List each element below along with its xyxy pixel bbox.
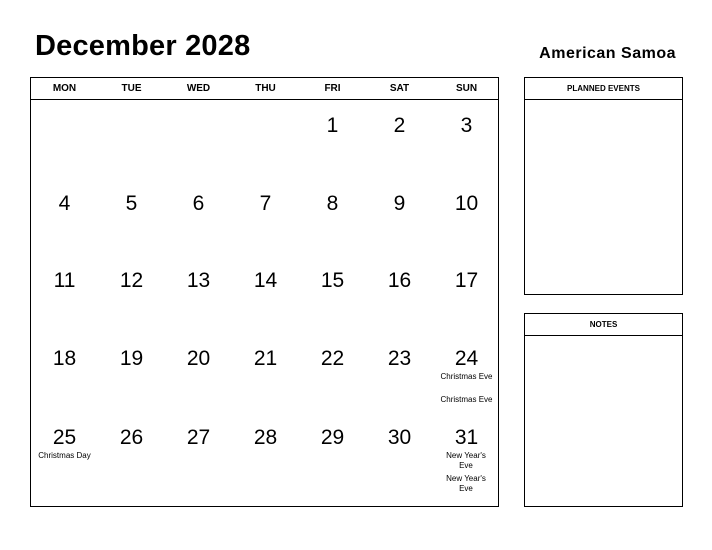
day-cell[interactable] [299,269,366,347]
day-cell[interactable] [299,192,366,270]
weekday-fri: FRI [324,83,341,94]
day-cell[interactable] [433,114,500,192]
day-cell[interactable] [31,192,98,270]
day-cell[interactable] [98,426,165,504]
day-number: 17 [454,269,479,292]
day-cell[interactable] [433,347,500,425]
weekday-mon: MON [52,83,77,94]
day-cell[interactable] [98,269,165,347]
weekday-wed: WED [186,83,211,94]
weekday-tue: TUE [121,83,142,94]
day-cell[interactable] [433,269,500,347]
day-cell[interactable] [232,347,299,425]
day-number: 16 [387,269,412,292]
holiday-label: New Year's Eve [446,451,486,470]
weekday-header-row [31,78,498,100]
day-number: 12 [119,269,144,292]
day-cell[interactable] [366,426,433,504]
planned-events-title: PLANNED EVENTS [525,78,682,100]
day-cell[interactable] [299,114,366,192]
region-label: American Samoa [539,45,676,62]
day-number: 1 [326,114,339,137]
day-number: 28 [253,426,278,449]
weekday-thu: THU [255,83,276,94]
day-number: 3 [460,114,473,137]
day-number: 27 [186,426,211,449]
day-number: 18 [52,347,77,370]
day-cell[interactable] [366,347,433,425]
day-number: 6 [192,192,205,215]
day-number: 4 [58,192,71,215]
day-cell[interactable] [366,192,433,270]
day-cell[interactable] [165,269,232,347]
day-cell[interactable] [366,269,433,347]
day-number: 7 [259,192,272,215]
day-cell[interactable] [165,192,232,270]
holiday-label: New Year's Eve [446,474,486,493]
day-number: 21 [253,347,278,370]
day-cell[interactable] [433,192,500,270]
notes-panel [524,313,683,507]
day-number: 19 [119,347,144,370]
planned-events-panel [524,77,683,295]
day-cell[interactable] [31,426,98,504]
day-number: 9 [393,192,406,215]
day-number: 24 [454,347,479,370]
notes-area[interactable] [525,336,682,506]
day-number: 14 [253,269,278,292]
day-cell[interactable] [165,347,232,425]
day-cell[interactable] [165,426,232,504]
day-cell[interactable] [232,426,299,504]
day-cell[interactable] [98,347,165,425]
day-number: 8 [326,192,339,215]
day-number: 15 [320,269,345,292]
day-number: 31 [454,426,479,449]
day-number: 11 [53,269,76,292]
day-number: 20 [186,347,211,370]
day-number: 22 [320,347,345,370]
holiday-label: Christmas Day [38,451,91,460]
weekday-sat: SAT [389,83,410,94]
holiday-label: Christmas Eve [440,395,493,404]
day-number: 30 [387,426,412,449]
day-number: 13 [186,269,211,292]
day-number: 25 [52,426,77,449]
day-cell[interactable] [98,192,165,270]
holiday-label: Christmas Eve [440,372,493,381]
day-cell[interactable] [433,426,500,504]
notes-title: NOTES [525,314,682,336]
day-number: 29 [320,426,345,449]
day-number: 23 [387,347,412,370]
day-number: 5 [125,192,138,215]
day-cell[interactable] [299,347,366,425]
planned-events-area[interactable] [525,100,682,294]
day-number: 2 [393,114,406,137]
day-number: 26 [119,426,144,449]
day-number: 10 [454,192,479,215]
day-cell[interactable] [232,269,299,347]
day-cell[interactable] [31,269,98,347]
day-cell[interactable] [31,347,98,425]
page-title: December 2028 [35,30,251,62]
day-cell[interactable] [232,192,299,270]
day-cell[interactable] [299,426,366,504]
calendar-grid [30,77,499,507]
day-cell[interactable] [366,114,433,192]
weekday-sun: SUN [455,83,478,94]
